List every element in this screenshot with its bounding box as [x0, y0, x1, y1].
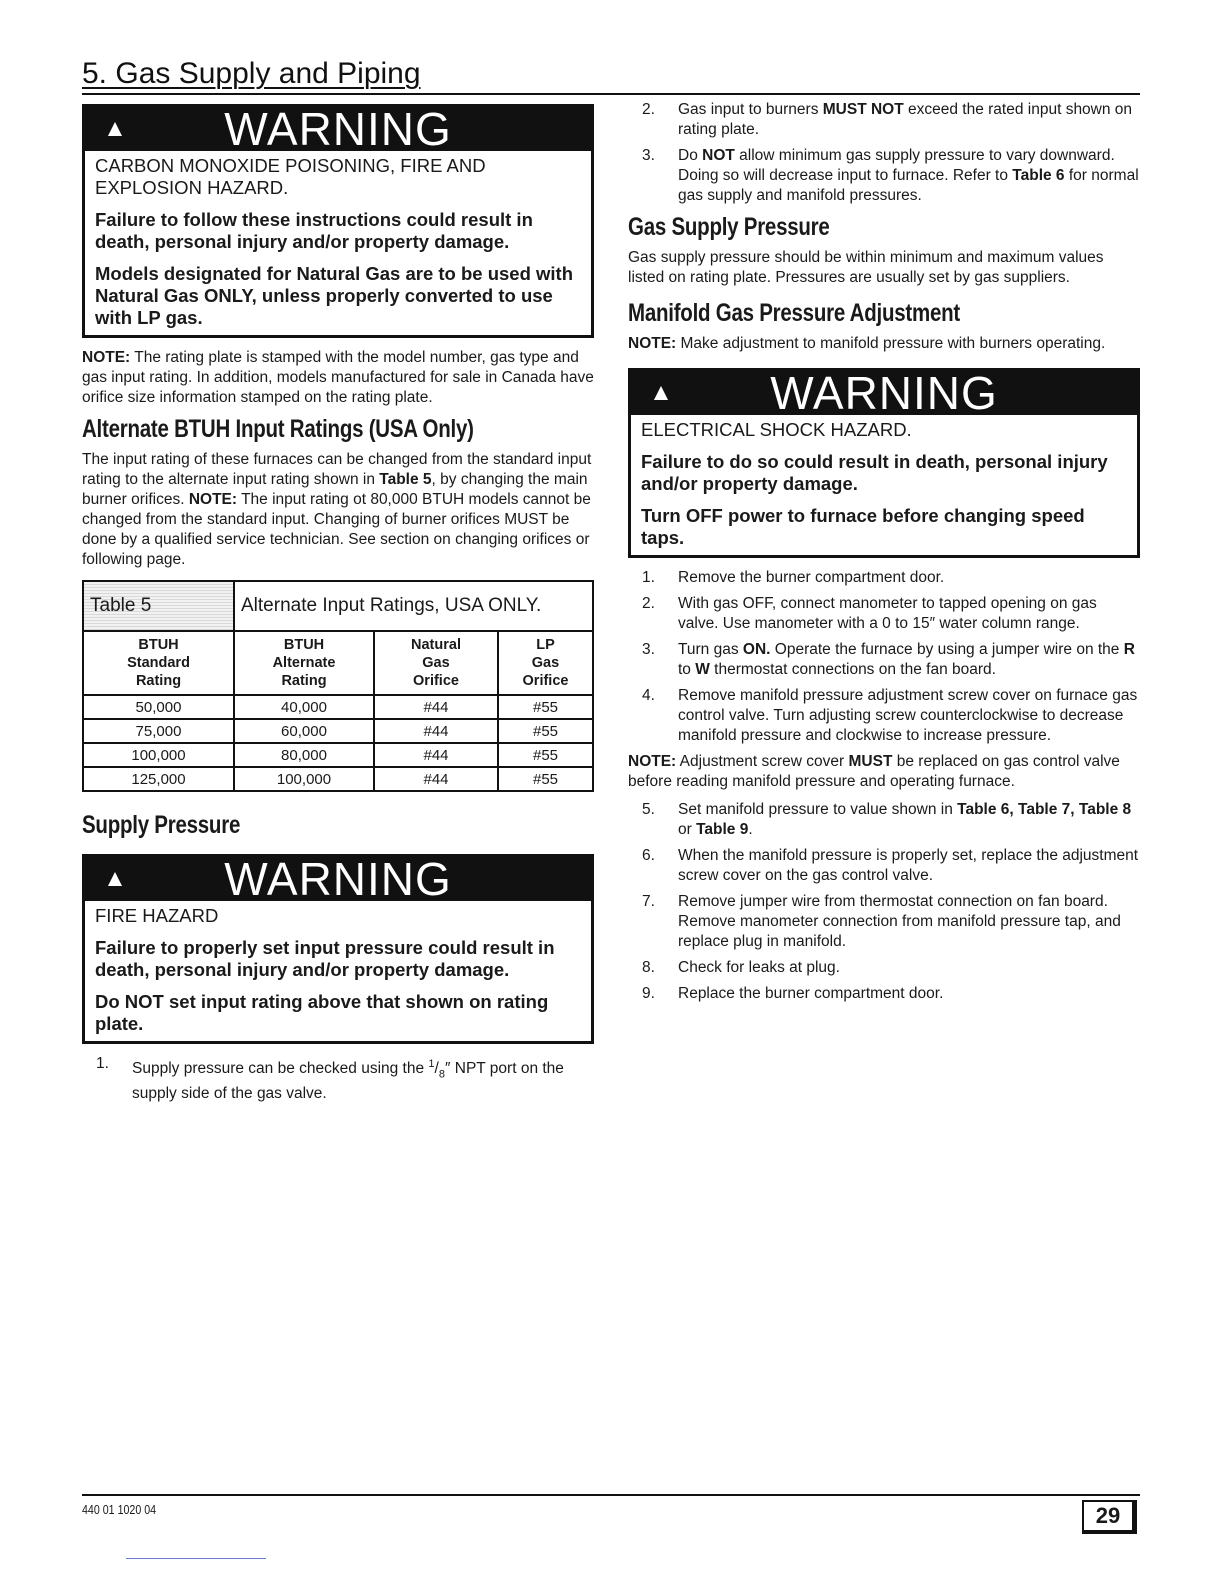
- table-cell: #44: [374, 695, 498, 719]
- table-cell: #55: [498, 767, 593, 791]
- table-cell: #55: [498, 695, 593, 719]
- text-span: be replaced on gas control valve before reading manifold pressure and operating furnace.: [628, 753, 1120, 790]
- note-screw-cover: [628, 752, 1140, 792]
- table-cell: #44: [374, 719, 498, 743]
- header-alternate-rating: [234, 631, 374, 695]
- supply-pressure-steps: [82, 1054, 594, 1104]
- table-5-label: Table 5: [83, 581, 234, 631]
- list-number: 1.: [642, 569, 655, 586]
- header-lp-gas-orifice: [498, 631, 593, 695]
- manifold-steps-b: [628, 800, 1140, 1004]
- table-cell: 75,000: [83, 719, 234, 743]
- warning-header: [85, 103, 591, 155]
- list-number: 7.: [642, 893, 655, 910]
- table-row: [83, 743, 593, 767]
- warning-heading: WARNING: [224, 103, 452, 155]
- document-code: 440 01 1020 04: [82, 1502, 157, 1517]
- list-number: 3.: [642, 147, 655, 164]
- header-natural-gas-orifice: [374, 631, 498, 695]
- emphasis: R: [1123, 641, 1135, 658]
- text-span: Do: [678, 147, 703, 164]
- footer-rule: [82, 1494, 1140, 1496]
- list-item: [628, 568, 1140, 588]
- header-standard-rating: [83, 631, 234, 695]
- list-item: [628, 146, 1140, 206]
- text-span: Supply pressure can be checked using the: [132, 1060, 429, 1078]
- table-cell: 40,000: [234, 695, 374, 719]
- warning-heading: WARNING: [770, 367, 998, 419]
- warning-box-fire-hazard: [82, 854, 594, 1044]
- table-cell: #55: [498, 719, 593, 743]
- text-span: Adjustment screw cover: [676, 753, 849, 770]
- text-span: Operate the furnace by using a jumper wire on the: [770, 641, 1124, 658]
- warning-instruction: Models designated for Natural Gas are to be used with Natural Gas ONLY, unless properly converted to use with LP gas.: [95, 263, 574, 328]
- right-column: [628, 100, 1140, 1010]
- warning-triangle-icon: ▲: [103, 115, 127, 142]
- list-item: [628, 892, 1140, 952]
- note-text: The rating plate is stamped with the model number, gas type and gas input rating. In addition, models manufactured for sale in Canada have orifice size information stamped on the rating plate.: [82, 349, 594, 406]
- text-span: Set manifold pressure to value shown in: [678, 801, 958, 818]
- table-cell: 80,000: [234, 743, 374, 767]
- text-span: exceed the rated input shown on rating plate.: [678, 101, 1133, 138]
- list-item: [628, 100, 1140, 140]
- header-line: BTUH: [138, 637, 179, 653]
- table-ref: Table 6: [1012, 167, 1065, 184]
- list-number: 4.: [642, 687, 655, 704]
- heading-supply-pressure: Supply Pressure: [82, 811, 241, 839]
- table-cell: 100,000: [83, 743, 234, 767]
- warning-header: [85, 853, 591, 905]
- text-span: to: [678, 661, 696, 678]
- note-text: Make adjustment to manifold pressure with burners operating.: [676, 335, 1106, 352]
- list-item: [628, 640, 1140, 680]
- text-span: Remove the burner compartment door.: [678, 569, 945, 586]
- note-burners-operating: [628, 334, 1140, 354]
- note-rating-plate: [82, 348, 594, 408]
- table-header-row: [83, 631, 593, 695]
- alternate-btuh-paragraph: [82, 450, 594, 570]
- list-number: 8.: [642, 959, 655, 976]
- list-item: [628, 958, 1140, 978]
- list-item: [628, 846, 1140, 886]
- text-span: Gas input to burners: [678, 101, 823, 118]
- table-ref: Table 9: [696, 821, 749, 838]
- warning-header: [631, 367, 1137, 419]
- header-line: Gas: [422, 655, 450, 671]
- text-span: for normal gas supply and manifold pressures.: [678, 167, 1139, 204]
- emphasis: ON.: [742, 641, 771, 658]
- table-row: [83, 695, 593, 719]
- text-span: The input rating of these furnaces can be changed from the standard input rating to the alternate input rating shown in: [82, 451, 592, 488]
- warning-hazard-title: ELECTRICAL SHOCK HAZARD.: [641, 419, 912, 440]
- warning-consequence: Failure to follow these instructions could result in death, personal injury and/or property damage.: [95, 209, 533, 252]
- warning-hazard-title: CARBON MONOXIDE POISONING, FIRE AND EXPLOSION HAZARD.: [95, 155, 486, 198]
- table-cell: 50,000: [83, 695, 234, 719]
- table-cell: #44: [374, 743, 498, 767]
- note-label: NOTE:: [628, 753, 677, 770]
- text-span: , by changing the main burner orifices.: [82, 471, 588, 508]
- gas-supply-paragraph: Gas supply pressure should be within minimum and maximum values listed on rating plate. Pressures are usually set by gas suppliers.: [628, 249, 1104, 286]
- text-span: thermostat connections on the fan board.: [709, 661, 996, 678]
- warning-triangle-icon: ▲: [103, 865, 127, 892]
- table-cell: #55: [498, 743, 593, 767]
- text-span: allow minimum gas supply pressure to vary downward. Doing so will decrease input to furnace. Refer to: [678, 147, 1115, 184]
- note-label: NOTE:: [82, 349, 131, 366]
- table-cell: 125,000: [83, 767, 234, 791]
- header-line: Standard: [127, 655, 190, 671]
- list-item: [628, 686, 1140, 746]
- list-number: 6.: [642, 847, 655, 864]
- text-span: .: [748, 821, 753, 838]
- list-item: 1. Supply pressure can be checked using the $^1/_8''$ NPT port on the supply side of the gas valve.: [96, 1055, 564, 1103]
- text-span: Check for leaks at plug.: [678, 959, 840, 976]
- list-number: 3.: [642, 641, 655, 658]
- emphasis: W: [695, 661, 710, 678]
- table-ref: Table 6, Table 7, Table 8: [957, 801, 1132, 818]
- list-number: 5.: [642, 801, 655, 818]
- header-line: BTUH: [283, 637, 325, 653]
- supply-pressure-steps-continued: [628, 100, 1140, 206]
- warning-consequence: Failure to do so could result in death, personal injury and/or property damage.: [641, 451, 1108, 494]
- emphasis: NOT: [702, 147, 735, 164]
- text-span: Remove manifold pressure adjustment screw cover on furnace gas control valve. Turn adjusting screw counterclockwise to decrease manifold pressure and clockwise to increase pressure.: [678, 687, 1138, 744]
- note-label: NOTE:: [188, 491, 238, 508]
- table-5: [82, 580, 594, 792]
- text-span: Turn gas: [678, 641, 743, 658]
- list-number: 1.: [96, 1055, 109, 1072]
- section-title: 5. Gas Supply and Piping: [82, 56, 1140, 95]
- warning-triangle-icon: ▲: [649, 379, 673, 406]
- decorative-rule: [126, 1558, 266, 1559]
- table-5-caption: Alternate Input Ratings, USA ONLY.: [234, 581, 593, 631]
- left-column: [82, 104, 594, 1110]
- fraction-denominator: 8: [438, 1068, 445, 1081]
- text-span: When the manifold pressure is properly set, replace the adjustment screw cover on the gas control valve.: [678, 847, 1139, 884]
- table-cell: 100,000: [234, 767, 374, 791]
- warning-box-electrical-shock: [628, 368, 1140, 558]
- heading-manifold-adjustment: Manifold Gas Pressure Adjustment: [628, 299, 960, 327]
- text-span: Replace the burner compartment door.: [678, 985, 944, 1002]
- heading-gas-supply-pressure: Gas Supply Pressure: [628, 213, 830, 241]
- header-line: LP: [536, 637, 555, 653]
- table-row: [83, 719, 593, 743]
- list-item: [628, 594, 1140, 634]
- header-line: Rating: [135, 673, 182, 689]
- warning-box-co-hazard: [82, 104, 594, 338]
- text-span: Remove jumper wire from thermostat connection on fan board. Remove manometer connection from manifold pressure tap, and replace plug in manifold.: [678, 893, 1121, 950]
- fraction-numerator: 1: [428, 1058, 435, 1070]
- text-span: With gas OFF, connect manometer to tapped opening on gas valve. Use manometer with a 0 to 15″ water column range.: [678, 595, 1097, 632]
- table-cell: 60,000: [234, 719, 374, 743]
- table-cell: #44: [374, 767, 498, 791]
- warning-instruction: Turn OFF power to furnace before changing speed taps.: [641, 505, 1085, 548]
- header-line: Orifice: [413, 673, 459, 689]
- table-ref: Table 5: [379, 471, 432, 488]
- list-item: [628, 800, 1140, 840]
- list-number: 9.: [642, 985, 655, 1002]
- header-line: Natural: [411, 637, 461, 653]
- note-label: NOTE:: [628, 335, 677, 352]
- table-row: [83, 767, 593, 791]
- header-line: Gas: [531, 655, 560, 671]
- warning-hazard-title: FIRE HAZARD: [95, 905, 219, 926]
- list-item: [628, 984, 1140, 1004]
- heading-alternate-btuh: Alternate BTUH Input Ratings (USA Only): [82, 415, 474, 443]
- list-number: 2.: [642, 595, 655, 612]
- header-line: Orifice: [522, 673, 569, 689]
- emphasis: MUST NOT: [822, 101, 904, 118]
- list-number: 2.: [642, 101, 655, 118]
- warning-consequence: Failure to properly set input pressure could result in death, personal injury and/or property damage.: [95, 937, 555, 980]
- page-number: 29: [1082, 1500, 1137, 1534]
- text-span: ″ NPT port on the supply side of the gas valve.: [132, 1060, 564, 1103]
- text-span: or: [678, 821, 697, 838]
- text-span: The input rating ot 80,000 BTUH models cannot be changed from the standard input. Changing of burner orifices MUST be done by a qualified service technician. See section on changing orifices or following page.: [82, 491, 591, 568]
- header-line: Alternate: [272, 655, 336, 671]
- emphasis: MUST: [848, 753, 893, 770]
- header-line: Rating: [281, 673, 327, 689]
- warning-instruction: Do NOT set input rating above that shown on rating plate.: [95, 991, 549, 1034]
- manifold-steps-a: [628, 568, 1140, 746]
- warning-heading: WARNING: [224, 853, 452, 905]
